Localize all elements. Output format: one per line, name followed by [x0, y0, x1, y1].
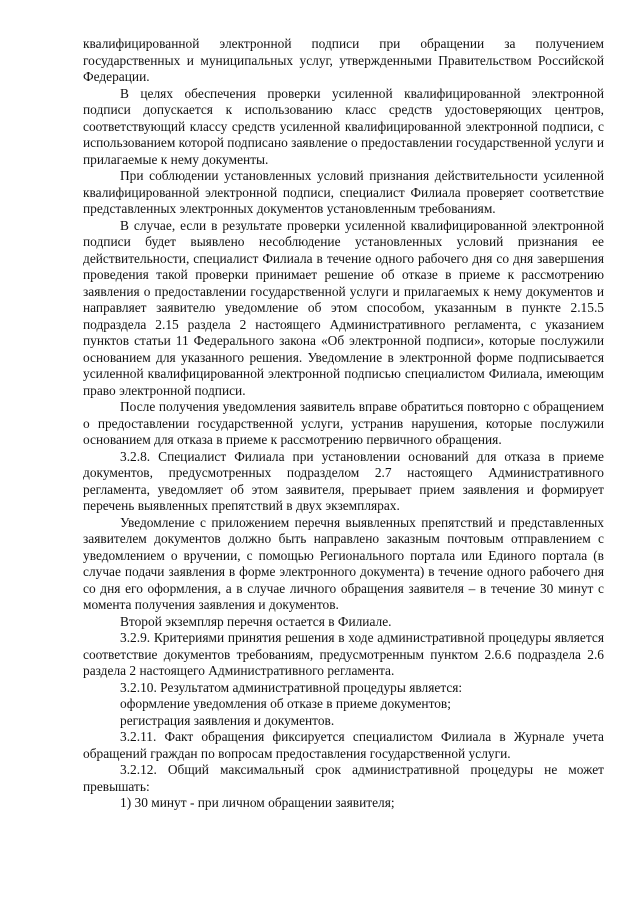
document-page	[83, 36, 604, 812]
paragraph-8: Второй экземпляр перечня остается в Филиале.	[120, 613, 392, 629]
paragraph-2: В целях обеспечения проверки усиленной квалифицированной электронной подписи допускается к использованию класс средств удостоверяющих центров, соответствующий классу средств усиленной квалифицированной электронной подписи, с использованием которой подписано заявление о предоставлении государственной услуги и прилагаемые к нему документы.	[83, 85, 604, 167]
paragraph-15: 1) 30 минут - при личном обращении заявителя;	[120, 795, 395, 810]
paragraph-6: 3.2.8. Специалист Филиала при установлении оснований для отказа в приеме документов, предусмотренных подразделом 2.7 настоящего Административного регламента, уведомляет об этом заявителя, прерывает прием заявления и формирует перечень выявленных препятствий в двух экземплярах.	[83, 448, 604, 513]
paragraph-10: 3.2.10. Результатом административной процедуры является:	[120, 679, 463, 695]
paragraph-1: квалифицированной электронной подписи при обращении за получением государственных и муниципальных услуг, утвержденными Правительством Российской Федерации.	[83, 36, 604, 84]
paragraph-11: оформление уведомления об отказе в приеме документов;	[120, 696, 451, 711]
paragraph-12: регистрация заявления и документов.	[120, 712, 335, 728]
paragraph-4: В случае, если в результате проверки усиленной квалифицированной электронной подписи будет выявлено несоблюдение установленных условий признания ее действительности, специалист Филиала в течение одного рабочего дня со дня завершения проведения такой проверки принимает решение об отказе в приеме к рассмотрению заявления о предоставлении государственной услуги и прилагаемых к нему документов и направляет заявителю уведомление об этом способом, указанным в пункте 2.15.5 подраздела 2.15 раздела 2 настоящего Административного регламента, с указанием пунктов статьи 11 Федерального закона «Об электронной подписи», которые послужили основанием для указанного решения. Уведомление в электронной форме подписывается усиленной квалифицированной электронной подписью специалистом Филиала, имеющим право электронной подписи.	[83, 217, 604, 398]
paragraph-9: 3.2.9. Критериями принятия решения в ходе административной процедуры является соответствие документов требованиям, предусмотренным пунктом 2.6.6 подраздела 2.6 раздела 2 настоящего Административного регламента.	[83, 630, 604, 678]
paragraph-7: Уведомление с приложением перечня выявленных препятствий и представленных заявителем документов должно быть направлено заказным почтовым отправлением с уведомлением о вручении, с помощью Регионального портала или Единого портала (в случае подачи заявления в форме электронного документа) в течение одного рабочего дня со дня его оформления, а в случае личного обращения заявителя – в течение 30 минут с момента получения заявления и документов.	[83, 514, 604, 612]
paragraph-14: 3.2.12. Общий максимальный срок административной процедуры не может превышать:	[83, 762, 604, 794]
paragraph-3: При соблюдении установленных условий признания действительности усиленной квалифицированной электронной подписи, специалист Филиала проверяет соответствие представленных электронных документов установленным требованиям.	[83, 168, 604, 216]
paragraph-13: 3.2.11. Факт обращения фиксируется специалистом Филиала в Журнале учета обращений граждан по вопросам предоставления государственной услуги.	[83, 729, 604, 761]
paragraph-5: После получения уведомления заявитель вправе обратиться повторно с обращением о предоставлении государственной услуги, устранив нарушения, которые послужили основанием для отказа в приеме к рассмотрению первичного обращения.	[83, 399, 604, 447]
